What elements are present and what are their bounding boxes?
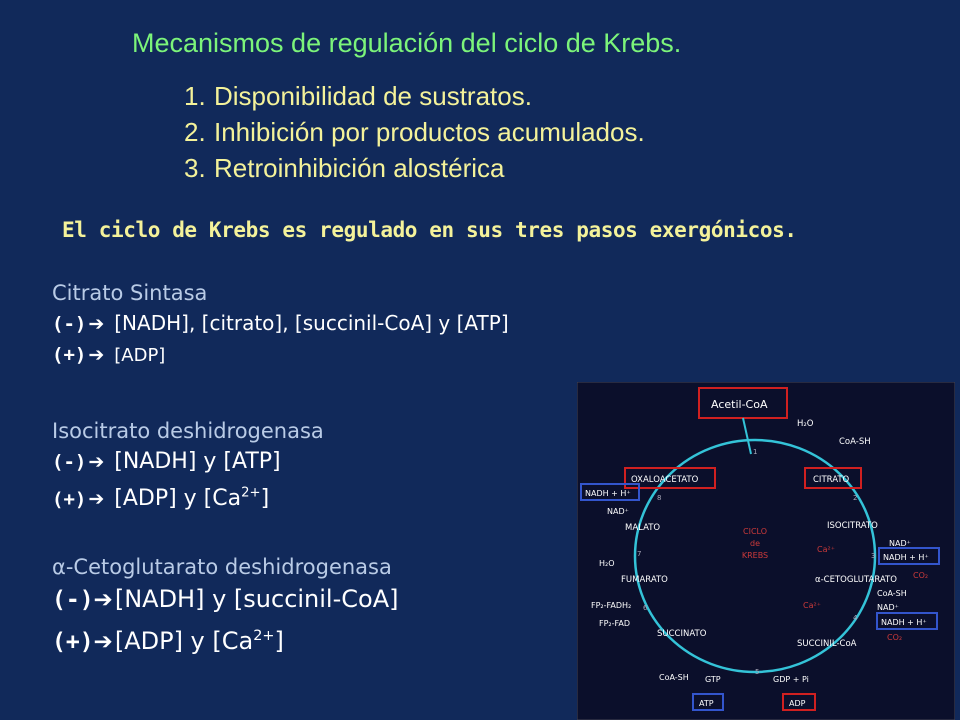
arrow-icon: ➔: [93, 587, 113, 613]
svg-text:4: 4: [853, 614, 858, 622]
activators-line: (+)➔[ADP] y $[Ca^{2+}]$: [52, 627, 284, 655]
enzyme-isocitrato-deshidrogenasa: [52, 416, 324, 515]
enzyme-name: Isocitrato deshidrogenasa: [52, 419, 324, 443]
co2-label-2: CO₂: [887, 633, 903, 642]
arrow-icon: ➔: [88, 451, 105, 473]
adp-label: ADP: [789, 699, 806, 708]
enzyme-citrato-sintasa: [52, 278, 509, 371]
co2-label-1: CO₂: [913, 571, 929, 580]
succinato-label: SUCCINATO: [657, 629, 707, 639]
mechanism-item: 1. Disponibilidad de sustratos.: [184, 81, 532, 111]
enzyme-a-cetoglutarato-deshidrogenasa: [52, 552, 398, 661]
fumarato-label: FUMARATO: [621, 575, 668, 585]
arrow-icon: ➔: [93, 629, 113, 655]
ca-label-1: Ca²⁺: [817, 545, 835, 554]
coa-sh-right-label: CoA-SH: [877, 589, 907, 598]
coa-sh-bottom-label: CoA-SH: [659, 673, 689, 682]
mechanism-list: [184, 78, 645, 186]
svg-text:KREBS: KREBS: [741, 551, 769, 560]
svg-text:CICLO: CICLO: [743, 527, 767, 536]
enzyme-name: Citrato Sintasa: [52, 281, 208, 305]
nad-left-label: NAD⁺: [607, 507, 629, 516]
svg-text:5: 5: [755, 668, 760, 676]
oxaloacetato-label: OXALOACETATO: [631, 475, 699, 485]
svg-text:1: 1: [753, 448, 758, 456]
gtp-label: GTP: [705, 675, 721, 684]
nad-right1-label: NAD⁺: [889, 539, 911, 548]
svg-text:7: 7: [637, 550, 642, 558]
citrato-label: CITRATO: [813, 475, 850, 485]
krebs-cycle-diagram: [577, 382, 955, 720]
nad-right2-label: NAD⁺: [877, 603, 899, 612]
activators-line: (+) ➔ [ADP] y $[Ca^{2+}]$: [52, 486, 270, 512]
inhibitors-line: (-)➔[NADH] y [succinil-CoA]: [52, 585, 399, 613]
h2o-left-label: H₂O: [599, 559, 615, 568]
mechanism-item: 2. Inhibición por productos acumulados.: [184, 117, 645, 147]
nadh-left-label: NADH + H⁺: [585, 489, 631, 498]
inhibitors-line: (-) ➔ [NADH] y [ATP]: [52, 449, 281, 474]
svg-text:8: 8: [657, 494, 662, 502]
arrow-icon: ➔: [88, 344, 105, 366]
acetil-coa-label: Acetil-CoA: [711, 398, 768, 411]
fadh2-label: FP₂-FADH₂: [591, 601, 632, 610]
enzyme-name: α-Cetoglutarato deshidrogenasa: [52, 555, 392, 579]
activators-line: (+) ➔ [ADP]: [52, 344, 166, 366]
ca-label-2: Ca²⁺: [803, 601, 821, 610]
gdp-pi-label: GDP + Pi: [773, 675, 809, 684]
arrow-icon: ➔: [88, 313, 105, 335]
isocitrato-label: ISOCITRATO: [827, 521, 878, 531]
arrow-icon: ➔: [88, 488, 105, 511]
svg-text:6: 6: [643, 604, 648, 612]
nadh-right1-label: NADH + H⁺: [883, 553, 929, 562]
malato-label: MALATO: [625, 523, 661, 533]
svg-text:de: de: [750, 539, 760, 548]
succinil-coa-label: SUCCINIL-CoA: [797, 639, 857, 649]
coa-sh-top-label: CoA-SH: [839, 437, 871, 447]
mechanism-item: 3. Retroinhibición alostérica: [184, 153, 505, 183]
intro-statement: El ciclo de Krebs es regulado en sus tres pasos exergónicos.: [62, 218, 797, 242]
svg-text:3: 3: [871, 552, 876, 560]
atp-label: ATP: [699, 699, 714, 708]
h2o-top-label: H₂O: [797, 419, 814, 429]
fad-label: FP₂-FAD: [599, 619, 631, 628]
svg-text:2: 2: [853, 494, 858, 502]
a-cetoglutarato-label: α-CETOGLUTARATO: [815, 575, 897, 585]
slide-title: Mecanismos de regulación del ciclo de Krebs.: [132, 28, 682, 58]
inhibitors-line: (-) ➔ [NADH], [citrato], [succinil-CoA] y [ATP]: [52, 311, 509, 335]
nadh-right2-label: NADH + H⁺: [881, 618, 927, 627]
